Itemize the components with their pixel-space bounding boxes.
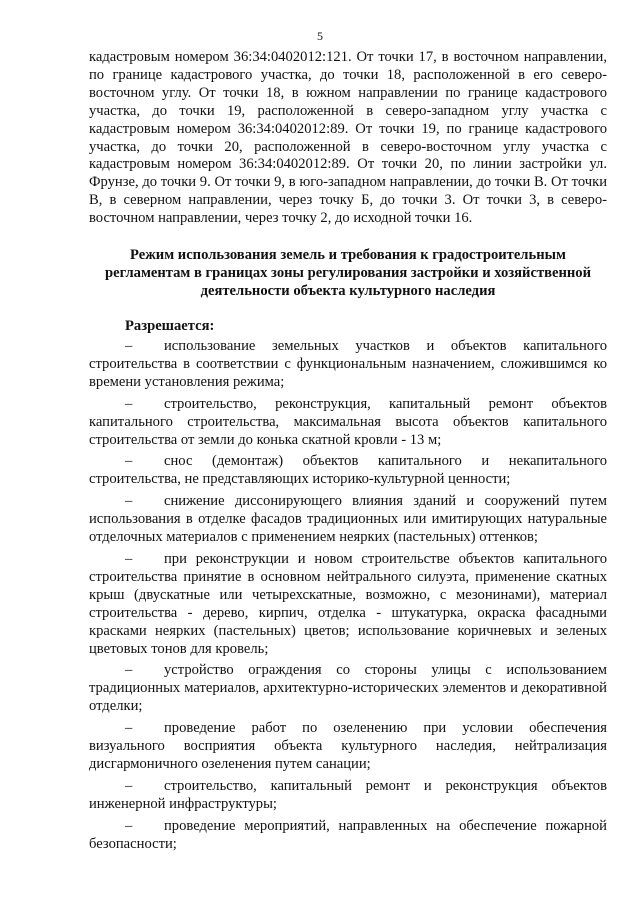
list-dash: –	[125, 720, 133, 737]
list-item-text: устройство ограждения со стороны улицы с использованием традиционных материалов, архитектурно-исторических элементов и декоративной отделки;	[89, 662, 607, 715]
list-item	[89, 551, 607, 658]
list-item	[89, 720, 607, 774]
page-number: 5	[317, 29, 323, 43]
list-item	[89, 818, 607, 854]
list-item	[89, 453, 607, 489]
list-item-text: снос (демонтаж) объектов капитального и некапитального строительства, не представляющих историко-культурной ценности;	[89, 453, 607, 488]
list-item-text: строительство, реконструкция, капитальный ремонт объектов капитального строительства, максимальная высота объектов капитального строительства от земли до конька скатной кровли - 13 м;	[89, 395, 607, 448]
list-item-text: использование земельных участков и объектов капитального строительства в соответствии с функциональным назначением, сложившимся ко времени установления режима;	[89, 338, 607, 390]
list-item	[89, 338, 607, 392]
list-item	[89, 493, 607, 547]
list-dash: –	[125, 777, 133, 794]
list-dash: –	[125, 550, 133, 567]
list-dash: –	[125, 395, 133, 412]
list-item-text: снижение диссонирующего влияния зданий и сооружений путем использования в отделке фасадов традиционных или имитирующих натуральные отделочных материалов с применением неярких (пастельных) оттенков;	[89, 493, 607, 546]
list-dash: –	[125, 338, 133, 354]
list-item-text: при реконструкции и новом строительстве объектов капитального строительства принятие в основном нейтрального силуэта, применение скатных крыш (двускатные или четырехскатные, возможно, с мезонинами), материал строительства - дерево, кирпич, отделка - штукатурка, окраска фасадными красками неярких (пастельных) цветов; использование коричневых и зеленых цветовых тонов для кровель;	[89, 550, 607, 657]
allowed-title: Разрешается:	[125, 318, 215, 334]
section-heading: Режим использования земель и требования к градостроительным регламентам в границах зоны регулирования застройки и хозяйственной деятельности объекта культурного наследия	[105, 247, 591, 299]
list-dash: –	[125, 493, 133, 510]
allowed-list	[89, 338, 607, 857]
intro-paragraph: кадастровым номером 36:34:0402012:121. От точки 17, в восточном направлении, по границе кадастрового участка, до точки 18, расположенной в его северо-восточном углу. От точки 18, в южном направлении по границе кадастрового участка, до точки 19, расположенной в северо-западном углу участка с кадастровым номером 36:34:0402012:89. От точки 19, по границе кадастрового участка, до точки 20, расположенной в северо-восточном углу участка с кадастровым номером 36:34:0402012:89. От точки 20, по линии застройки ул. Фрунзе, до точки 9. От точки 9, в юго-западном направлении, до точки В. От точки В, в северном направлении, через точку Б, до точки 3. От точки 3, в северо-восточном направлении, через точку 2, до исходной точки 16.	[89, 49, 607, 227]
list-item-text: проведение работ по озеленению при условии обеспечения визуального восприятия объекта культурного наследия, нейтрализация дисгармоничного озеленения путем санации;	[89, 720, 607, 772]
list-dash: –	[125, 817, 133, 834]
list-item	[89, 662, 607, 716]
list-item	[89, 396, 607, 450]
list-item-text: строительство, капитальный ремонт и реконструкция объектов инженерной инфраструктуры;	[89, 777, 607, 812]
list-item-text: проведение мероприятий, направленных на обеспечение пожарной безопасности;	[89, 817, 607, 852]
list-dash: –	[125, 453, 133, 470]
list-dash: –	[125, 662, 133, 679]
list-item	[89, 778, 607, 814]
